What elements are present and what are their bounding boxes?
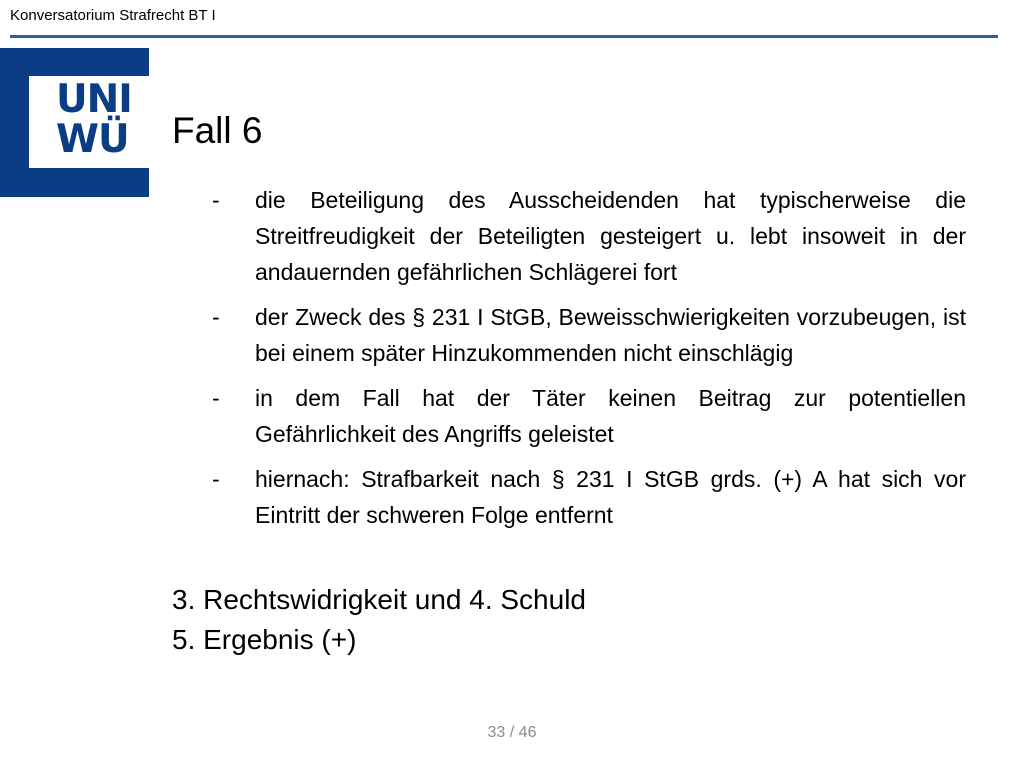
- bullet-item: [200, 299, 966, 371]
- bullet-text: die Beteiligung des Ausscheidenden hat typischerweise die Streitfreudigkeit der Beteiligten gesteigert u. lebt insoweit in der andauernden gefährlichen Schlägerei fort: [255, 187, 966, 285]
- bullet-text: der Zweck des § 231 I StGB, Beweisschwierigkeiten vorzubeugen, ist bei einem später Hinzukommenden nicht einschlägig: [255, 304, 966, 366]
- university-logo: [0, 48, 149, 197]
- bullet-dash: -: [212, 187, 220, 213]
- slide-title: Fall 6: [172, 110, 263, 151]
- header-title: Konversatorium Strafrecht BT I: [10, 7, 216, 24]
- header-divider: [10, 35, 998, 38]
- bullet-item: [200, 182, 966, 290]
- bullet-list: [200, 182, 966, 542]
- logo-text: [56, 77, 132, 162]
- bullet-text: hiernach: Strafbarkeit nach § 231 I StGB grds. (+) A hat sich vor Eintritt der schweren Folge entfernt: [255, 466, 966, 528]
- bullet-dash: -: [212, 304, 220, 330]
- page-counter: 33 / 46: [487, 724, 537, 741]
- bullet-dash: -: [212, 466, 220, 492]
- section-point-rechtswidrigkeit-schuld: 3. Rechtswidrigkeit und 4. Schuld: [172, 584, 586, 615]
- bullet-item: [200, 461, 966, 533]
- logo-line-2: WÜ: [56, 117, 129, 162]
- bullet-text: in dem Fall hat der Täter keinen Beitrag zur potentiellen Gefährlichkeit des Angriffs geleistet: [255, 385, 966, 447]
- logo-line-1: UNI: [56, 77, 132, 122]
- section-point-ergebnis: 5. Ergebnis (+): [172, 624, 357, 655]
- bullet-dash: -: [212, 385, 220, 411]
- bullet-item: [200, 380, 966, 452]
